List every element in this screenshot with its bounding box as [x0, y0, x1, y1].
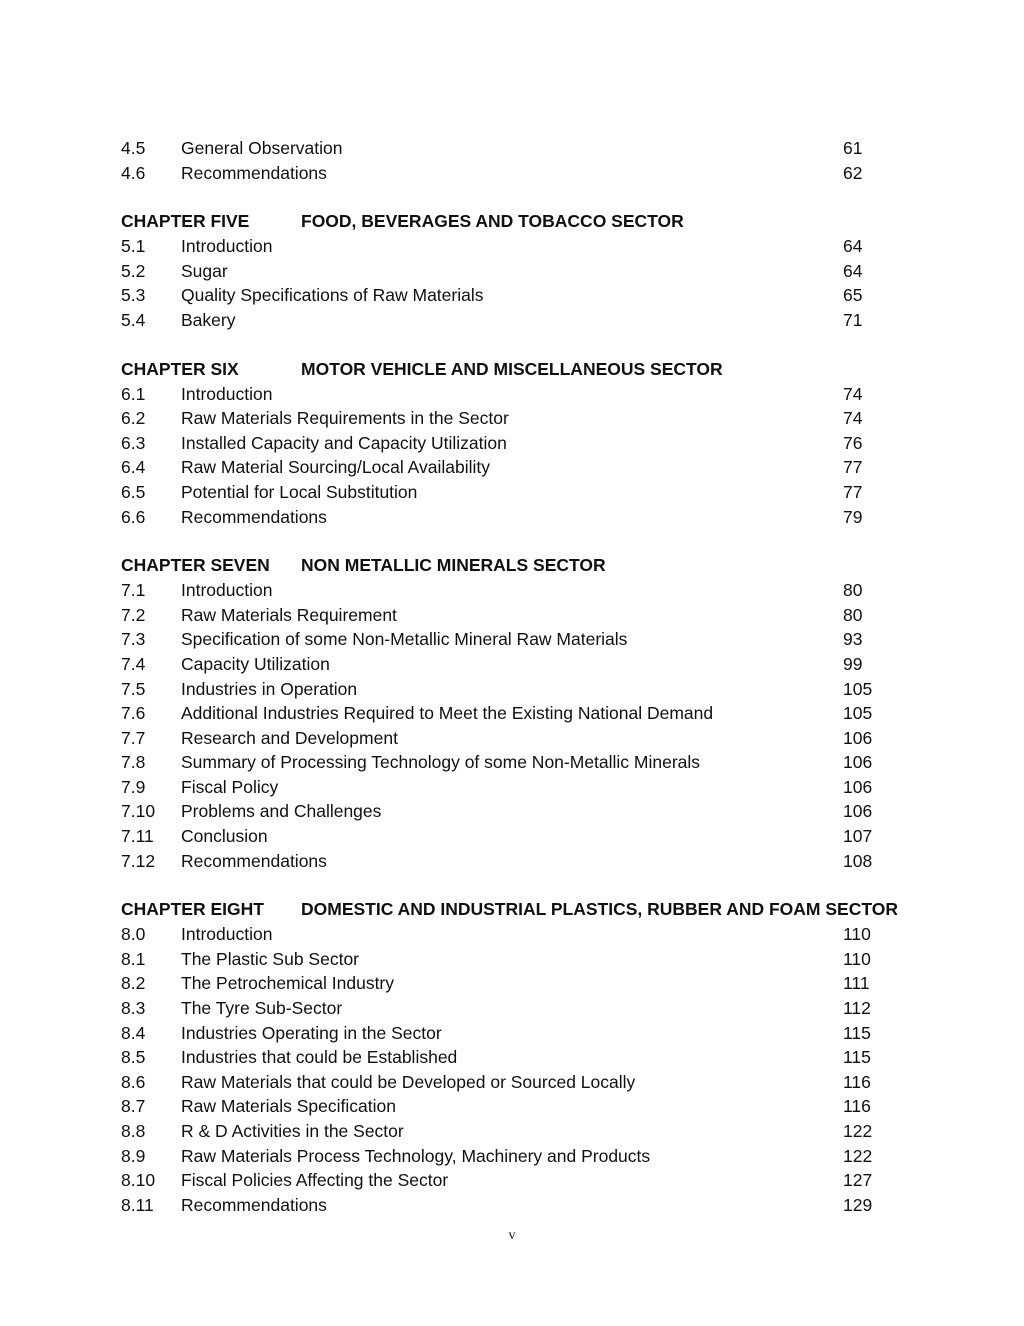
page-number: 65	[843, 285, 863, 306]
section-spacer	[121, 873, 881, 897]
toc-entry	[121, 382, 881, 407]
toc-entry	[121, 1168, 881, 1193]
section-number: 6.6	[121, 506, 146, 527]
toc-entry	[121, 799, 881, 824]
section-number: 4.6	[121, 162, 146, 183]
chapter-heading	[121, 553, 881, 578]
section-number: 8.5	[121, 1047, 146, 1068]
toc-entry	[121, 849, 881, 874]
section-number: 8.2	[121, 973, 146, 994]
page-number: 71	[843, 309, 863, 330]
chapter-heading	[121, 357, 881, 382]
toc-entry	[121, 1144, 881, 1169]
toc-entry	[121, 726, 881, 751]
page-number: 99	[843, 653, 863, 674]
section-number: 7.6	[121, 703, 146, 724]
page-number: 122	[843, 1121, 873, 1141]
page-number: 110	[843, 924, 871, 945]
page-number: 62	[843, 162, 863, 183]
chapter-heading	[121, 897, 898, 922]
page-number: 129	[843, 1194, 873, 1215]
section-title: Raw Material Sourcing/Local Availability	[181, 457, 490, 478]
page-number: 115	[843, 1022, 871, 1043]
section-title: Capacity Utilization	[181, 653, 330, 674]
section-title: Industries Operating in the Sector	[181, 1022, 442, 1043]
chapter-title: DOMESTIC AND INDUSTRIAL PLASTICS, RUBBER AND FOAM SECTOR	[301, 899, 898, 920]
toc-entry	[121, 234, 881, 259]
page-number: 80	[843, 580, 863, 601]
section-number: 6.1	[121, 383, 146, 404]
section-number: 7.5	[121, 678, 146, 699]
section-spacer	[121, 185, 881, 209]
page-number: 116	[843, 1071, 871, 1092]
section-title: Industries in Operation	[181, 678, 358, 699]
toc-entry	[121, 431, 881, 456]
toc-entry	[121, 750, 881, 775]
section-title: Conclusion	[181, 826, 268, 847]
page-number: 64	[843, 260, 863, 281]
section-number: 4.5	[121, 138, 146, 158]
section-title: Potential for Local Substitution	[181, 481, 418, 502]
section-spacer	[121, 529, 881, 553]
toc-entry	[121, 161, 881, 186]
page-number: 105	[843, 703, 873, 724]
section-number: 8.10	[121, 1170, 156, 1191]
section-number: 8.6	[121, 1071, 146, 1092]
chapter-title: NON METALLIC MINERALS SECTOR	[301, 555, 606, 576]
toc-entry	[121, 259, 881, 284]
section-number: 8.4	[121, 1022, 146, 1043]
toc-entry	[121, 578, 881, 603]
toc-entry	[121, 308, 881, 333]
section-number: 8.1	[121, 948, 146, 969]
page-number: 116	[843, 1096, 871, 1117]
page-number: 106	[843, 752, 873, 773]
page-number: 74	[843, 408, 863, 429]
toc-entry	[121, 505, 881, 530]
chapter-label: CHAPTER FIVE	[121, 211, 250, 232]
page-number: 106	[843, 727, 873, 748]
section-title: Industries that could be Established	[181, 1047, 458, 1068]
section-title: Raw Materials Process Technology, Machinery and Products	[181, 1145, 651, 1166]
section-number: 8.7	[121, 1096, 146, 1117]
chapter-heading	[121, 209, 881, 234]
section-number: 7.1	[121, 580, 146, 601]
section-number: 7.10	[121, 801, 156, 822]
toc-entry	[121, 971, 881, 996]
toc-entry	[121, 603, 881, 628]
page-number: 93	[843, 629, 863, 650]
toc-entry	[121, 775, 881, 800]
section-number: 7.11	[121, 826, 154, 847]
section-title: Specification of some Non-Metallic Mineral Raw Materials	[181, 629, 628, 650]
chapter-title: FOOD, BEVERAGES AND TOBACCO SECTOR	[301, 211, 684, 232]
section-title: Bakery	[181, 309, 236, 330]
section-title: Recommendations	[181, 162, 327, 183]
section-title: Recommendations	[181, 506, 327, 527]
section-number: 7.2	[121, 604, 146, 625]
page-number: 77	[843, 481, 863, 502]
section-number: 6.2	[121, 408, 146, 429]
section-number: 8.11	[121, 1194, 154, 1215]
section-number: 7.7	[121, 727, 146, 748]
page-number: 127	[843, 1170, 873, 1191]
section-title: Introduction	[181, 580, 273, 601]
page-number: 106	[843, 776, 873, 797]
section-title: Sugar	[181, 260, 228, 281]
section-number: 8.3	[121, 998, 146, 1019]
toc-entry	[121, 283, 881, 308]
toc-entry	[121, 406, 881, 431]
section-number: 7.9	[121, 776, 146, 797]
section-title: Introduction	[181, 236, 273, 257]
page-number: 80	[843, 604, 863, 625]
page-number: 76	[843, 432, 863, 453]
toc-entry	[121, 677, 881, 702]
page-number: 115	[843, 1047, 871, 1068]
section-number: 7.4	[121, 653, 146, 674]
section-title: Summary of Processing Technology of some Non-Metallic Minerals	[181, 752, 701, 773]
toc-entry	[121, 652, 881, 677]
section-title: Fiscal Policies Affecting the Sector	[181, 1170, 449, 1191]
section-number: 7.12	[121, 850, 156, 871]
toc-entry	[121, 947, 881, 972]
section-title: The Plastic Sub Sector	[181, 948, 359, 969]
section-number: 5.3	[121, 285, 146, 306]
section-number: 5.1	[121, 236, 146, 257]
page-number: 105	[843, 678, 873, 699]
page-number: 112	[843, 998, 871, 1019]
toc-entry	[121, 1119, 881, 1144]
section-title: Research and Development	[181, 727, 398, 748]
section-title: Raw Materials Specification	[181, 1096, 396, 1117]
page-number: 64	[843, 236, 863, 257]
toc-entry	[121, 922, 881, 947]
section-spacer	[121, 333, 881, 357]
page-number-footer: v	[508, 1228, 516, 1243]
page-number: 111	[843, 973, 870, 994]
page-number: 79	[843, 506, 863, 527]
section-number: 7.3	[121, 629, 146, 650]
toc-entry	[121, 701, 881, 726]
table-of-contents	[121, 136, 898, 1217]
page-number: 107	[843, 826, 873, 847]
section-title: Raw Materials Requirement	[181, 604, 397, 625]
section-number: 7.8	[121, 752, 146, 773]
section-title: Installed Capacity and Capacity Utilization	[181, 432, 507, 453]
toc-entry	[121, 1021, 881, 1046]
section-number: 6.3	[121, 432, 146, 453]
page-number: 122	[843, 1145, 873, 1166]
chapter-label: CHAPTER SEVEN	[121, 555, 270, 576]
section-title: Problems and Challenges	[181, 801, 382, 822]
page-number: 61	[843, 138, 863, 158]
toc-entry	[121, 824, 881, 849]
page-number: 74	[843, 383, 863, 404]
toc-entry	[121, 1193, 881, 1218]
toc-entry	[121, 996, 881, 1021]
section-title: Raw Materials that could be Developed or Sourced Locally	[181, 1071, 636, 1092]
section-title: Recommendations	[181, 850, 327, 871]
section-number: 8.8	[121, 1121, 146, 1141]
section-title: Fiscal Policy	[181, 776, 279, 797]
toc-entry	[121, 136, 881, 161]
section-title: The Tyre Sub-Sector	[181, 998, 343, 1019]
page-number: 108	[843, 850, 873, 871]
section-title: General Observation	[181, 138, 343, 158]
section-title: Raw Materials Requirements in the Sector	[181, 408, 509, 429]
section-number: 6.4	[121, 457, 146, 478]
page-number: 77	[843, 457, 863, 478]
page-number: 110	[843, 948, 871, 969]
section-number: 6.5	[121, 481, 146, 502]
section-title: The Petrochemical Industry	[181, 973, 395, 994]
chapter-label: CHAPTER EIGHT	[121, 899, 264, 920]
section-title: Introduction	[181, 924, 273, 945]
section-title: Quality Specifications of Raw Materials	[181, 285, 484, 306]
section-title: Recommendations	[181, 1194, 327, 1215]
section-title: R & D Activities in the Sector	[181, 1121, 404, 1141]
toc-entry	[121, 480, 881, 505]
toc-entry	[121, 627, 881, 652]
toc-entry	[121, 1094, 881, 1119]
section-number: 5.2	[121, 260, 146, 281]
page-number: 106	[843, 801, 873, 822]
section-number: 8.9	[121, 1145, 146, 1166]
section-number: 5.4	[121, 309, 146, 330]
section-title: Additional Industries Required to Meet the Existing National Demand	[181, 703, 714, 724]
toc-entry	[121, 1045, 881, 1070]
chapter-title: MOTOR VEHICLE AND MISCELLANEOUS SECTOR	[301, 358, 723, 379]
chapter-label: CHAPTER SIX	[121, 358, 239, 379]
section-number: 8.0	[121, 924, 146, 945]
toc-entry	[121, 455, 881, 480]
toc-entry	[121, 1070, 881, 1095]
section-title: Introduction	[181, 383, 273, 404]
